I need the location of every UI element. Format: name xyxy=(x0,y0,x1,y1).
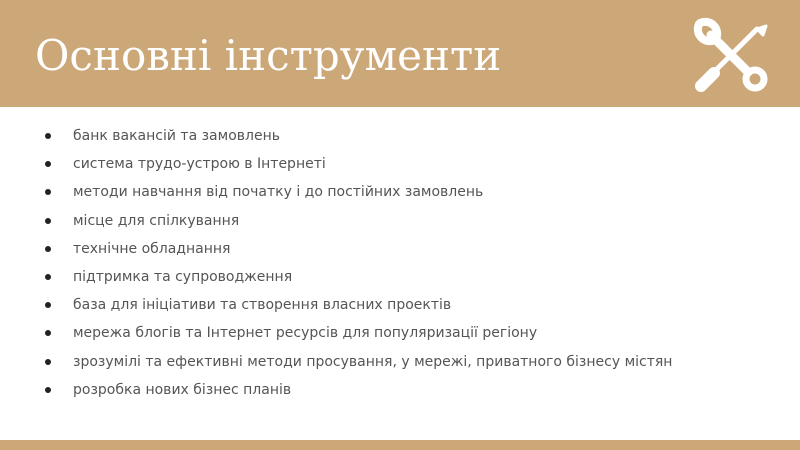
bullet-text: підтримка та супроводження xyxy=(73,268,293,285)
list-item xyxy=(0,150,800,178)
bullet-text: розробка нових бізнес планів xyxy=(73,381,292,398)
bullet-text: база для ініціативи та створення власних проектів xyxy=(73,297,452,314)
bullet-dot xyxy=(45,218,51,224)
footer-bar xyxy=(0,440,800,450)
list-item xyxy=(0,207,800,235)
bullet-text: мережа блогів та Інтернет ресурсів для популяризації регіону xyxy=(73,325,538,342)
bullet-text: технічне обладнання xyxy=(73,240,231,257)
bullet-list xyxy=(0,122,800,404)
header-banner xyxy=(0,0,800,107)
bullet-text: місце для спілкування xyxy=(73,212,240,229)
list-item xyxy=(0,348,800,376)
list-item xyxy=(0,319,800,347)
list-item xyxy=(0,376,800,404)
bullet-dot xyxy=(45,189,51,195)
bullet-dot xyxy=(45,302,51,308)
bullet-text: методи навчання від початку і до постійних замовлень xyxy=(73,184,484,201)
list-item xyxy=(0,291,800,319)
tools-icon xyxy=(690,14,772,96)
list-item xyxy=(0,235,800,263)
bullet-dot xyxy=(45,274,51,280)
bullet-dot xyxy=(45,246,51,252)
bullet-dot xyxy=(45,330,51,336)
list-item xyxy=(0,122,800,150)
bullet-dot xyxy=(45,387,51,393)
slide-title: Основні інструменти xyxy=(35,31,502,80)
list-item xyxy=(0,263,800,291)
list-item xyxy=(0,178,800,206)
bullet-text: зрозумілі та ефективні методи просування, у мережі, приватного бізнесу містян xyxy=(73,353,673,370)
bullet-text: банк вакансій та замовлень xyxy=(73,128,280,144)
bullet-dot xyxy=(45,133,51,139)
bullet-text: система трудо-устрою в Інтернеті xyxy=(73,156,326,173)
bullet-dot xyxy=(45,161,51,167)
bullet-dot xyxy=(45,359,51,365)
